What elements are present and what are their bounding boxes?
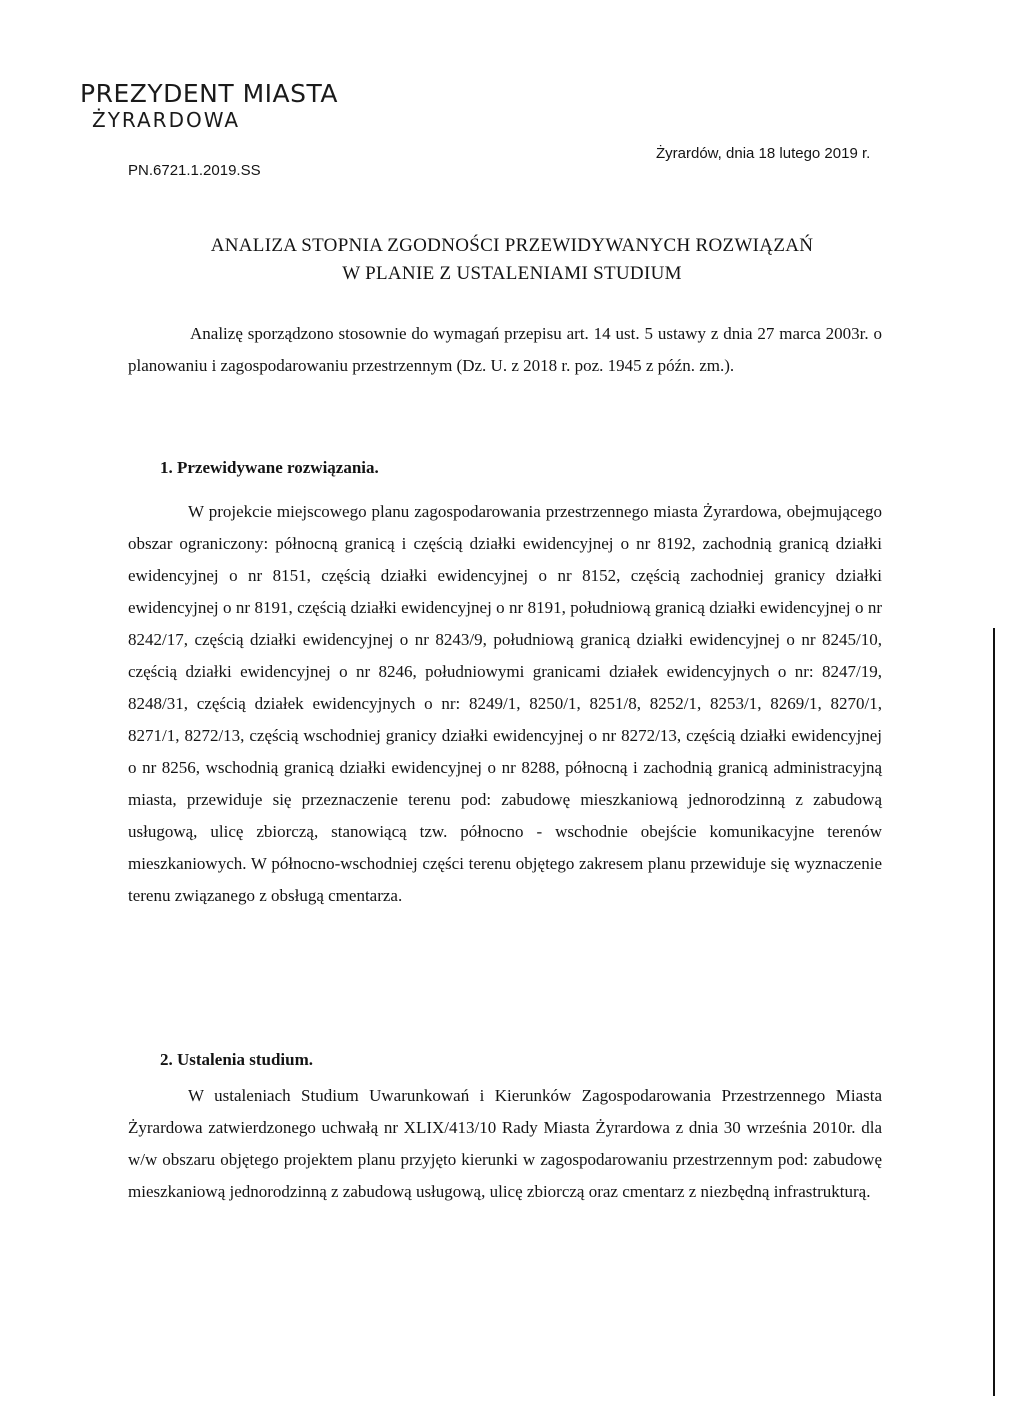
section-2-paragraph: W ustaleniach Studium Uwarunkowań i Kierunków Zagospodarowania Przestrzennego Miasta Żyrardowa zatwierdzonego uchwałą nr XLIX/413/10 Rady Miasta Żyrardowa z dnia 30 września 2010r. dla w/w obszaru objętego projektem planu przyjęto kierunki w zagospodarowaniu przestrzennym pod: zabudowę mieszkaniową jednorodzinną z zabudową usługową, ulicę zbiorczą oraz cmentarz z niezbędną infrastrukturą. xyxy=(128,1086,882,1201)
section-1-paragraph: W projekcie miejscowego planu zagospodarowania przestrzennego miasta Żyrardowa, obejmującego obszar ograniczony: północną granicą i częścią działki ewidencyjnej o nr 8192, zachodnią granicą działki ewidencyjnej o nr 8151, częścią działki ewidencyjnej o nr 8152, częścią zachodniej granicy działki ewidencyjnej o nr 8191, częścią działki ewidencyjnej o nr 8191, południową granicą działki ewidencyjnej o nr 8242/17, częścią działki ewidencyjnej o nr 8243/9, południową granicą działki ewidencyjnej o nr 8245/10, częścią działki ewidencyjnej o nr 8246, południowymi granicami działek ewidencyjnych o nr: 8247/19, 8248/31, częścią działek ewidencyjnych o nr: 8249/1, 8250/1, 8251/8, 8252/1, 8253/1, 8269/1, 8270/1, 8271/1, 8272/13, częścią wschodniej granicy działki ewidencyjnej o nr 8272/13, częścią działki ewidencyjnej o nr 8256, wschodnią granicą działki ewidencyjnej o nr 8288, północną i zachodnią granicą administracyjną miasta, przewiduje się przeznaczenie terenu pod: zabudowę mieszkaniową jednorodzinną z zabudową usługową, ulicę zbiorczą, stanowiącą tzw. północno - wschodnie obejście komunikacyjne terenów mieszkaniowych. W północno-wschodniej części terenu objętego zakresem planu przewiduje się wyznaczenie terenu związanego z obsługą cmentarza. xyxy=(128,502,882,905)
intro-paragraph xyxy=(128,318,882,382)
issuer-stamp xyxy=(80,80,338,132)
section-2-heading: 2. Ustalenia studium. xyxy=(160,1050,314,1069)
title-line-1: ANALIZA STOPNIA ZGODNOŚCI PRZEWIDYWANYCH ROZWIĄZAŃ xyxy=(210,235,814,256)
document-title xyxy=(0,232,1024,288)
scan-edge-line xyxy=(993,628,995,1396)
place-date: Żyrardów, dnia 18 lutego 2019 r. xyxy=(656,145,871,162)
stamp-office: PREZYDENT MIASTA xyxy=(80,79,338,108)
stamp-city: ŻYRARDOWA xyxy=(92,108,241,132)
title-line-2: W PLANIE Z USTALENIAMI STUDIUM xyxy=(342,263,682,284)
section-1-heading: 1. Przewidywane rozwiązania. xyxy=(160,458,379,477)
reference-number: PN.6721.1.2019.SS xyxy=(128,162,261,179)
intro-text: Analizę sporządzono stosownie do wymagań przepisu art. 14 ust. 5 ustawy z dnia 27 marca 2003r. o planowaniu i zagospodarowaniu przestrzennym (Dz. U. z 2018 r. poz. 1945 z późn. zm.). xyxy=(128,324,882,375)
